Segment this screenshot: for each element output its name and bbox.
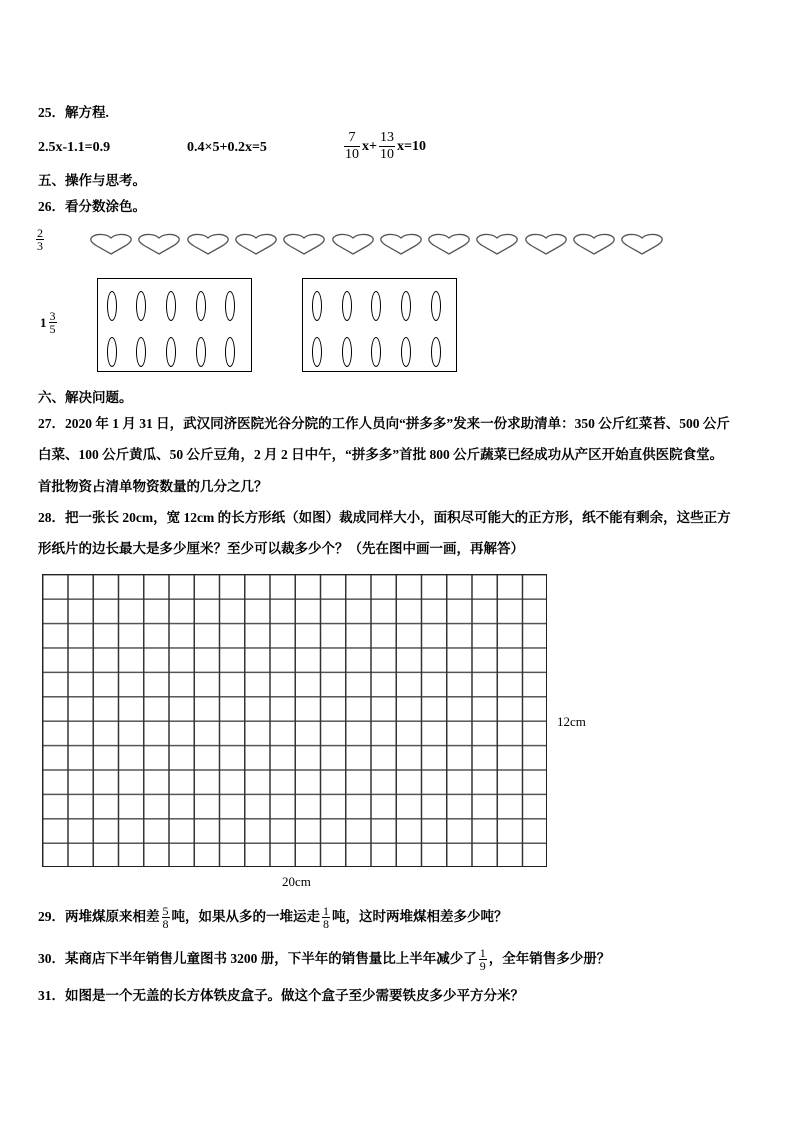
q29: 29．两堆煤原来相差 $\frac{5}{8}$ 吨，如果从多的一堆运走 $\frac{1}{8}$ 吨，这时两堆煤相差多少吨？ xyxy=(38,903,508,931)
heart-icon[interactable] xyxy=(620,233,664,255)
q26-title: 26．看分数涂色。 xyxy=(38,199,146,214)
q27-line-2: 白菜、100 公斤黄瓜、50 公斤豆角，2 月 2 日中午，“拼多多”首批 800 公斤蔬菜已经成功从产区开始直供医院食堂。 xyxy=(38,447,724,462)
square-grid-20x12[interactable] xyxy=(42,574,547,867)
oval-icon[interactable] xyxy=(166,337,176,367)
mixed-number-one-three-fifths: 1 $\frac{3}{5}$ xyxy=(40,309,56,336)
section-5-title: 五、操作与思考。 xyxy=(38,173,146,188)
q28-line-1: 28．把一张长 20cm，宽 12cm 的长方形纸（如图）裁成同样大小，面积尽可能大的正方形，纸不能有剩余，这些正方 xyxy=(38,510,731,525)
oval-icon[interactable] xyxy=(196,291,206,321)
height-label: 12cm xyxy=(557,714,586,729)
oval-icon[interactable] xyxy=(342,291,352,321)
width-label: 20cm xyxy=(282,874,311,889)
oval-icon[interactable] xyxy=(431,337,441,367)
heart-icon[interactable] xyxy=(572,233,616,255)
oval-icon[interactable] xyxy=(312,291,322,321)
oval-icon[interactable] xyxy=(225,291,235,321)
heart-icon[interactable] xyxy=(379,233,423,255)
heart-icon[interactable] xyxy=(427,233,471,255)
oval-icon[interactable] xyxy=(225,337,235,367)
fraction: $\frac{13}{10}$ xyxy=(379,130,394,162)
heart-icon[interactable] xyxy=(475,233,519,255)
oval-icon[interactable] xyxy=(107,337,117,367)
q27-line-1: 27．2020 年 1 月 31 日，武汉同济医院光谷分院的工作人员向“拼多多”发来一份求助清单：350 公斤红菜苔、500 公斤 xyxy=(38,416,730,431)
heart-icon[interactable] xyxy=(89,233,133,255)
oval-icon[interactable] xyxy=(431,291,441,321)
oval-icon[interactable] xyxy=(401,337,411,367)
heart-icon[interactable] xyxy=(524,233,568,255)
heart-icon[interactable] xyxy=(186,233,230,255)
oval-icon[interactable] xyxy=(107,291,117,321)
fraction-two-thirds: $\frac{2}{3}$ xyxy=(37,226,43,253)
oval-icon[interactable] xyxy=(342,337,352,367)
oval-icon[interactable] xyxy=(166,291,176,321)
heart-icon[interactable] xyxy=(234,233,278,255)
q31: 31．如图是一个无盖的长方体铁皮盒子。做这个盒子至少需要铁皮多少平方分米？ xyxy=(38,988,524,1003)
q28-line-2: 形纸片的边长最大是多少厘米？至少可以裁多少个？（先在图中画一画，再解答） xyxy=(38,541,524,556)
oval-icon[interactable] xyxy=(401,291,411,321)
oval-icon[interactable] xyxy=(196,337,206,367)
equation-3: $\frac{7}{10}$ x+ $\frac{13}{10}$ x=10 xyxy=(345,130,426,162)
fraction: $\frac{7}{10}$ xyxy=(345,130,359,162)
q27-line-3: 首批物资占清单物资数量的几分之几？ xyxy=(38,479,268,494)
fraction: $\frac{5}{8}$ xyxy=(162,903,169,931)
oval-icon[interactable] xyxy=(136,337,146,367)
section-6-title: 六、解决问题。 xyxy=(38,390,133,405)
oval-icon[interactable] xyxy=(136,291,146,321)
oval-icon[interactable] xyxy=(312,337,322,367)
heart-icon[interactable] xyxy=(282,233,326,255)
fraction: $\frac{1}{8}$ xyxy=(323,903,329,931)
q30: 30．某商店下半年销售儿童图书 3200 册，下半年的销售量比上半年减少了 $\frac{1}{9}$ ，全年销售多少册？ xyxy=(38,945,611,973)
equation-2: 0.4×5+0.2x=5 xyxy=(187,140,267,155)
q25-title: 25．解方程. xyxy=(38,105,109,120)
equation-1: 2.5x-1.1=0.9 xyxy=(38,140,111,155)
oval-icon[interactable] xyxy=(371,337,381,367)
heart-icon[interactable] xyxy=(137,233,181,255)
fraction: $\frac{1}{9}$ xyxy=(479,945,486,973)
heart-icon[interactable] xyxy=(331,233,375,255)
oval-icon[interactable] xyxy=(371,291,381,321)
